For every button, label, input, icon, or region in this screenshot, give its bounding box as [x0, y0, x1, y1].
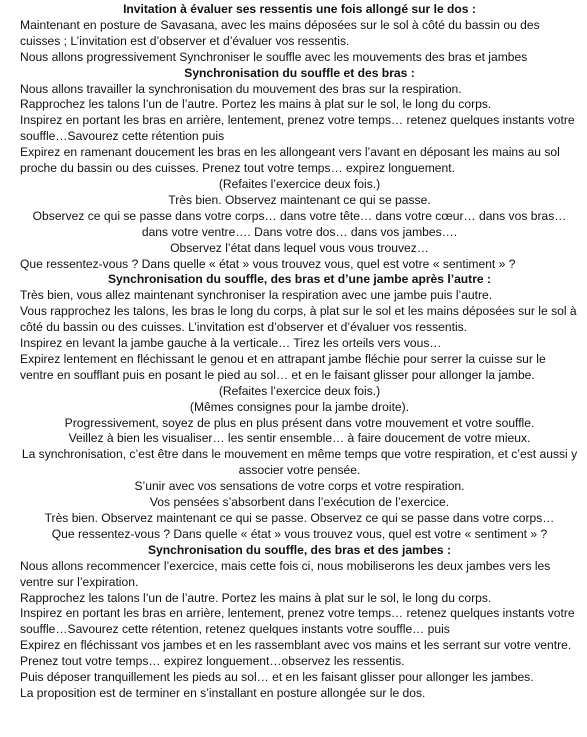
- centered-note: (Mêmes consignes pour la jambe droite).: [189, 399, 410, 414]
- centered-note: (Refaites l’exercice deux fois.): [218, 383, 381, 398]
- centered-note: Très bien. Observez maintenant ce qui se passe.: [168, 192, 431, 207]
- paragraph: Vous rapprochez les talons, les bras le long du corps, à plat sur le sol et les mains déposées sur le sol à côté du bassin ou des cuisses. L’invitation est d’observer et d’évaluer vos ressentis.: [20, 304, 577, 335]
- centered-note: Vos pensées s’absorbent dans l’exécution de l’exercice.: [149, 495, 450, 510]
- heading-breath-arms-legs: Synchronisation du souffle, des bras et des jambes :: [147, 542, 452, 557]
- paragraph: Inspirez en portant les bras en arrière, lentement, prenez votre temps… retenez quelques instants votre souffle…Savourez cette rétention puis: [20, 113, 575, 144]
- paragraph: Que ressentez-vous ? Dans quelle « état » vous trouvez vous, quel est votre « sentiment » ?: [20, 256, 516, 271]
- centered-note: Que ressentez-vous ? Dans quelle « état » vous trouvez vous, quel est votre « sentiment » ?: [51, 526, 548, 541]
- paragraph: Nous allons travailler la synchronisation du mouvement des bras sur la respiration.: [20, 81, 462, 96]
- heading-evaluation: Invitation à évaluer ses ressentis une fois allongé sur le dos :: [123, 2, 476, 16]
- paragraph: Rapprochez les talons l’un de l’autre. Portez les mains à plat sur le sol, le long du corps.: [20, 590, 492, 605]
- paragraph: Nous allons recommencer l’exercice, mais cette fois ci, nous mobiliserons les deux jambes vers les ventre sur l’expiration.: [20, 558, 551, 589]
- paragraph: Inspirez en levant la jambe gauche à la verticale… Tirez les orteils vers vous…: [20, 336, 442, 351]
- paragraph: Très bien, vous allez maintenant synchroniser la respiration avec une jambe puis l’autre.: [20, 288, 493, 303]
- paragraph: Expirez lentement en fléchissant le genou et en attrapant jambe fléchie pour serrer la cuisse sur le ventre en soufflant puis en posant le pied au sol… et en le faisant glisser pour allonger la jambe.: [20, 351, 546, 382]
- centered-note: Très bien. Observez maintenant ce qui se passe. Observez ce qui se passe dans votre corps…: [44, 511, 555, 525]
- paragraph: Rapprochez les talons l’un de l’autre. Portez les mains à plat sur le sol, le long du corps.: [20, 97, 492, 112]
- paragraph: Expirez en fléchissant vos jambes et en les rassemblant avec vos mains et les serrant sur votre ventre. Prenez tout votre temps… expirez longuement…observez les ressentis.: [20, 638, 572, 669]
- centered-note: S’unir avec vos sensations de votre corps et votre respiration.: [134, 479, 465, 494]
- centered-note: La synchronisation, c’est être dans le mouvement en même temps que votre respiration, et c’est aussi y associer votre pensée.: [21, 447, 578, 478]
- centered-note: Observez ce qui se passe dans votre corps… dans votre tête… dans votre cœur… dans vos bras… dans votre ventre…. Dans votre dos… dans vos jambes….: [32, 208, 567, 239]
- centered-note: Progressivement, soyez de plus en plus présent dans votre mouvement et votre souffle.: [64, 415, 535, 430]
- paragraph: Inspirez en portant les bras en arrière, lentement, prenez votre temps… retenez quelques instants votre souffle…Savourez cette rétention, retenez quelques instants votre souffle… puis: [20, 606, 575, 637]
- paragraph: Maintenant en posture de Savasana, avec les mains déposées sur le sol à côté du bassin ou des cuisses ; L’invitation est d’observer et d’évaluer vos ressentis.: [20, 17, 540, 48]
- heading-breath-arms: Synchronisation du souffle et des bras :: [184, 65, 415, 80]
- paragraph: La proposition est de terminer en s’installant en posture allongée sur le dos.: [20, 685, 426, 700]
- heading-breath-arms-one-leg: Synchronisation du souffle, des bras et d’une jambe après l’autre :: [107, 272, 492, 287]
- centered-note: Veillez à bien les visualiser… les sentir ensemble… à faire doucement de votre mieux.: [68, 431, 531, 446]
- paragraph: Nous allons progressivement Synchroniser le souffle avec les mouvements des bras et jambes: [20, 49, 528, 64]
- paragraph: Puis déposer tranquillement les pieds au sol… et en les faisant glisser pour allonger les jambes.: [20, 670, 534, 685]
- centered-note: (Refaites l’exercice deux fois.): [218, 176, 381, 191]
- paragraph: Expirez en ramenant doucement les bras en les allongeant vers l’avant en déposant les mains au sol proche du bassin ou des cuisses. Prenez tout votre temps… expirez longuement.: [20, 145, 560, 176]
- centered-note: Observez l’état dans lequel vous vous trouvez…: [170, 240, 429, 255]
